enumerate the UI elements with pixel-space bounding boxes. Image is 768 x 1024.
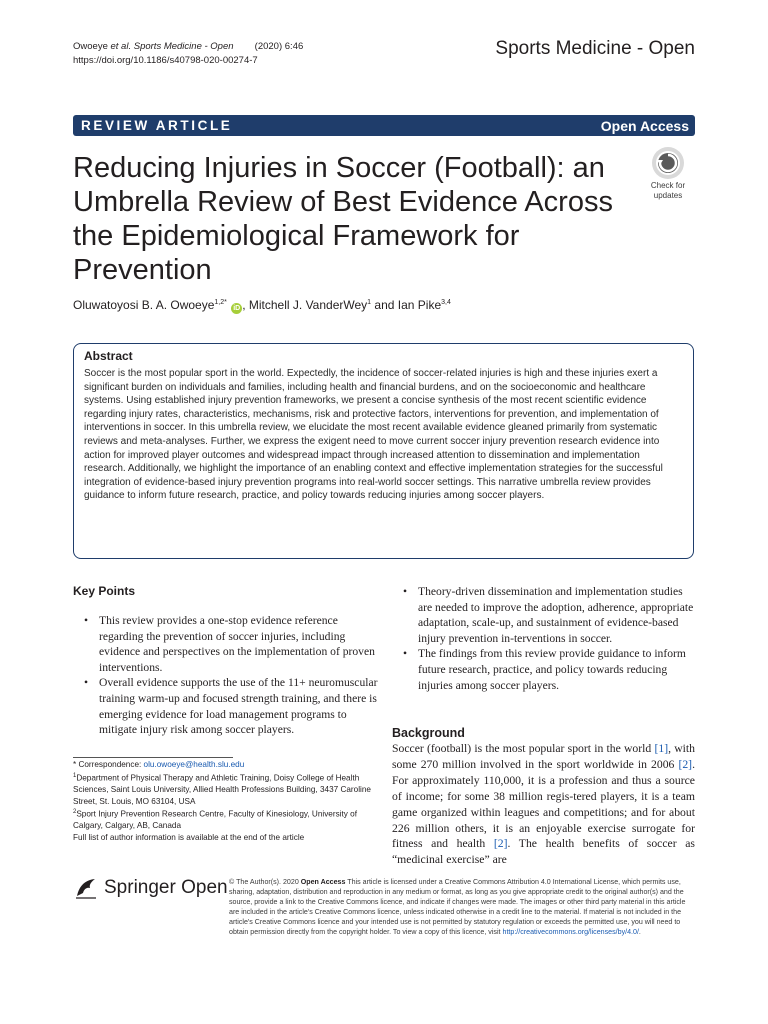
affiliation-1: Department of Physical Therapy and Athletic Training, Doisy College of Health Sciences, Saint Louis University, Allied Health Professions Building, 3437 Caroline Street, St. Louis, MO 63104, USA	[73, 773, 371, 806]
citation-journal: et al. Sports Medicine - Open	[110, 41, 234, 52]
citation-authors: Owoeye	[73, 41, 108, 52]
article-title: Reducing Injuries in Soccer (Football): an Umbrella Review of Best Evidence Across the Epidemiological Framework for Prevention	[73, 152, 613, 286]
open-access-label: Open Access	[600, 117, 689, 134]
affiliation-2: Sport Injury Prevention Research Centre, Faculty of Kinesiology, University of Calgary, Calgary, AB, Canada	[73, 809, 357, 831]
abstract-heading: Abstract	[84, 349, 133, 363]
orcid-icon[interactable]: iD	[233, 305, 241, 312]
license-text-part: © The Author(s). 2020	[229, 878, 301, 886]
license-text-part: .	[638, 928, 641, 936]
license-link[interactable]: http://creativecommons.org/licenses/by/4.0/	[502, 928, 639, 936]
citation-line	[73, 40, 303, 68]
springer-horse-icon	[73, 876, 99, 900]
author-name[interactable]: and Ian Pike	[371, 298, 442, 312]
key-points-right	[392, 584, 697, 693]
license-text	[229, 877, 691, 937]
author-info-note: Full list of author information is available at the end of the article	[73, 833, 305, 843]
author-name[interactable]: , Mitchell J. VanderWey	[242, 298, 368, 312]
affiliation-sup: 2	[73, 809, 77, 816]
reference-link[interactable]: [1]	[654, 742, 669, 755]
background-text-part: , with some 270 million involved in the sport worldwide in 2006	[392, 742, 696, 771]
key-points-heading: Key Points	[73, 584, 136, 598]
springer-open-logo	[73, 876, 228, 900]
author-name[interactable]: Oluwatoyosi B. A. Owoeye	[73, 298, 215, 312]
key-point-item: • The findings from this review provide guidance to inform future research, practice, and policy towards reducing injuries among soccer players.	[392, 646, 697, 693]
citation-volume: (2020) 6:46	[254, 41, 304, 52]
author-affiliation-sup: 1,2*	[214, 299, 227, 306]
key-point-item: • Overall evidence supports the use of the 11+ neuromuscular training warm-up and focused strength training, and there is emerging evidence for load management programs to mitigate injury risk among soccer players.	[73, 675, 378, 737]
footnotes	[73, 759, 385, 844]
license-open-access: Open Access	[300, 878, 346, 886]
check-updates-icon	[645, 146, 691, 180]
affiliation-sup: 1	[73, 772, 77, 779]
publisher-name: Springer	[104, 877, 176, 898]
background-text-part: Soccer (football) is the most popular sport in the world	[392, 742, 655, 755]
journal-name: Sports Medicine - Open	[495, 38, 695, 59]
publisher-name-open: Open	[181, 877, 228, 898]
badge-line1: Check for	[650, 181, 686, 190]
background-text-part: . The health benefits of soccer as “medicinal exercise” are	[392, 837, 695, 867]
author-affiliation-sup: 3,4	[441, 299, 451, 306]
check-for-updates-badge[interactable]	[642, 146, 694, 200]
badge-line2: updates	[653, 191, 683, 200]
correspondence-email-link[interactable]: olu.owoeye@health.slu.edu	[143, 760, 245, 769]
article-banner	[73, 115, 695, 136]
reference-link[interactable]: [2]	[678, 757, 693, 771]
background-text-part: . For approximately 110,000, it is a profession and thus a source of income; for some 38 million regis-tered players, it is a team game organized within leagues and competitions; and for about 226 million others, it is an enjoyable exercise surrogate for fitness and health	[392, 757, 695, 851]
correspondence-label: * Correspondence:	[73, 760, 144, 769]
abstract-text: Soccer is the most popular sport in the world. Expectedly, the incidence of soccer-related injuries is high and these injuries exert a significant burden on individuals and families, including health and financial burdens, and on the socioeconomic and healthcare systems. Using established injury prevention frameworks, we present a concise synthesis of the most recent scientific evidence regarding injury rates, characteristics, mechanisms, risk and protective factors, interventions for prevention, and implementation of interventions in soccer. In this umbrella review, we elucidate the most recent available evidence gleaned primarily from systematic reviews and meta-analyses. Further, we express the exigent need to move current soccer injury prevention research evidence into action for improved player outcomes and widespread impact through increased attention to dissemination and implementation research. Additionally, we highlight the importance of an enabling context and effective implementation strategies for the successful integration of evidence-based injury prevention programs into real-world soccer settings. This narrative umbrella review provides guidance to inform future research, practice, and policy towards reducing injuries among soccer players.	[84, 368, 663, 502]
reference-link[interactable]: [2]	[493, 837, 508, 851]
key-point-item: • Theory-driven dissemination and implementation studies are needed to improve the adoption, adherence, appropriate adaptation, scale-up, and sustainment of evidence-based injury prevention in-terventions in soccer.	[392, 584, 697, 646]
author-affiliation-sup: 1	[367, 299, 372, 306]
author-list	[73, 298, 451, 314]
footnote-divider	[73, 757, 233, 758]
background-heading: Background	[392, 726, 465, 740]
key-point-item: • This review provides a one-stop evidence reference regarding the prevention of soccer injuries, including evidence and perspectives on the implementation of proven interventions.	[73, 613, 378, 675]
abstract-box	[73, 343, 694, 559]
license-text-part: This article is licensed under a Creative Commons Attribution 4.0 International License, which permits use, sharing, adaptation, distribution and reproduction in any medium or format, as long as you give appropriate credit to the original author(s) and the source, provide a link to the Creative Commons licence, and indicate if changes were made. The images or other third party material in this article are included in the article's Creative Commons licence, unless indicated otherwise in a credit line to the material. If material is not included in the article's Creative Commons licence and your intended use is not permitted by statutory regulation or exceeds the permitted use, you will need to obtain permission directly from the copyright holder. To view a copy of this licence, visit	[229, 878, 686, 936]
article-type-label: REVIEW ARTICLE	[81, 118, 233, 133]
doi-link[interactable]: https://doi.org/10.1186/s40798-020-00274-7	[73, 55, 258, 66]
background-text	[392, 741, 695, 868]
key-points-left	[73, 613, 378, 738]
